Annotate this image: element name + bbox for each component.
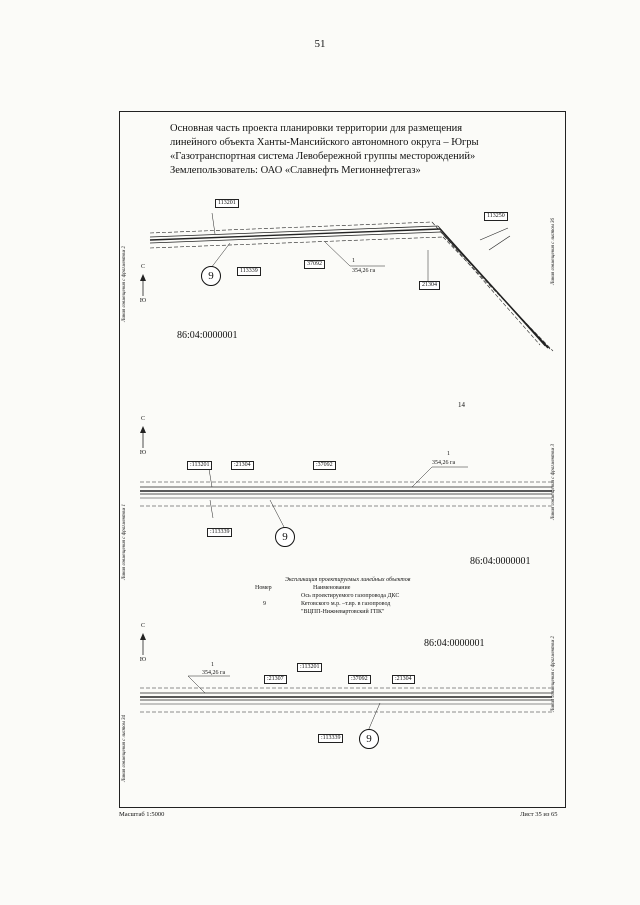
cadastral-block-1: 86:04:0000001 bbox=[177, 330, 238, 341]
parcel-label-21304-s3: :21304 bbox=[392, 675, 415, 684]
side-note-s2-right: Линия совмещения с фрагментом 3 bbox=[551, 443, 556, 520]
legend-row-line-3: "ВЦПП-Нижневартовский ГПК" bbox=[301, 609, 385, 615]
cadastral-block-2: 86:04:0000001 bbox=[470, 556, 531, 567]
area-label-3: 354,26 га bbox=[202, 670, 226, 676]
parcel-label-37092: 37092 bbox=[304, 260, 325, 269]
south-label-3: Ю bbox=[139, 657, 147, 663]
corridor-section-3 bbox=[140, 676, 552, 731]
scale-label: Масштаб 1:5000 bbox=[119, 811, 165, 818]
legend-col-name: Наименование bbox=[313, 585, 351, 591]
parcel-label-37092-s2: :37092 bbox=[313, 461, 336, 470]
side-note-s1-left: Линия совмещения с фрагментом 2 bbox=[122, 245, 127, 322]
side-note-s3-left: Линия совмещения с листом 34 bbox=[122, 714, 127, 782]
object-marker-9: 9 bbox=[201, 266, 221, 286]
parcel-label-37092-s3: :37092 bbox=[348, 675, 371, 684]
south-label-1: Ю bbox=[139, 298, 147, 304]
title-line-2: линейного объекта Ханты-Мансийского автономного округа – Югры bbox=[170, 137, 479, 148]
legend-row-number: 9 bbox=[263, 601, 266, 607]
side-note-s1-right: Линия совмещения с листом 36 bbox=[551, 217, 556, 285]
object-marker-9-s2: 9 bbox=[275, 527, 295, 547]
legend-title: Экспликация проектируемых линейных объектов bbox=[285, 577, 411, 583]
parcel-label-113339-s2: :113339 bbox=[207, 528, 232, 537]
north-label-3: С bbox=[140, 623, 145, 629]
parcel-label-21307: :21307 bbox=[264, 675, 287, 684]
parcel-label-21304: 21304 bbox=[419, 281, 440, 290]
parcel-label-113201: 113201 bbox=[215, 199, 239, 208]
parcel-label-113201-s2: :113201 bbox=[187, 461, 212, 470]
title-line-1: Основная часть проекта планировки территории для размещения bbox=[170, 123, 463, 134]
title-line-4: Землепользователь: ОАО «Славнефть Мегионнефтегаз» bbox=[170, 165, 421, 176]
side-note-s3-right: Линия совмещения с фрагментом 2 bbox=[551, 635, 556, 712]
legend-row-line-2: Кетовского м.р. –т.вр. в газопровод bbox=[301, 601, 391, 607]
legend-row-line-1: Ось проектируемого газопровода ДКС bbox=[301, 593, 400, 599]
parcel-label-113201-s3: :113201 bbox=[297, 663, 322, 672]
legend bbox=[255, 576, 410, 616]
north-label-1: С bbox=[140, 264, 145, 270]
cadastral-block-3: 86:04:0000001 bbox=[424, 638, 485, 649]
area-index-3: 1 bbox=[211, 662, 214, 668]
area-index-1: 1 bbox=[352, 258, 355, 264]
sheet-label: Лист 35 из 65 bbox=[520, 811, 558, 818]
area-index-2: 1 bbox=[447, 451, 450, 457]
title-line-3: «Газотранспортная система Левобережной группы месторождений» bbox=[170, 151, 476, 162]
side-note-s2-left: Линия совмещения с фрагментом 1 bbox=[122, 503, 127, 580]
parcel-label-21304-s2: :21304 bbox=[231, 461, 254, 470]
legend-col-number: Номер bbox=[255, 585, 272, 591]
corridor-section-2 bbox=[140, 467, 552, 527]
parcel-label-113250: 113250 bbox=[484, 212, 508, 221]
parcel-label-113339-s3: :113339 bbox=[318, 734, 343, 743]
south-label-2: Ю bbox=[139, 450, 147, 456]
object-marker-9-s3: 9 bbox=[359, 729, 379, 749]
page-number: 51 bbox=[314, 38, 326, 50]
north-label-2: С bbox=[140, 416, 145, 422]
stray-mark: 14 bbox=[458, 401, 465, 409]
area-label-2: 354,26 га bbox=[432, 460, 456, 466]
area-label-1: 354,26 га bbox=[352, 268, 376, 274]
parcel-label-113339: 113339 bbox=[237, 267, 261, 276]
